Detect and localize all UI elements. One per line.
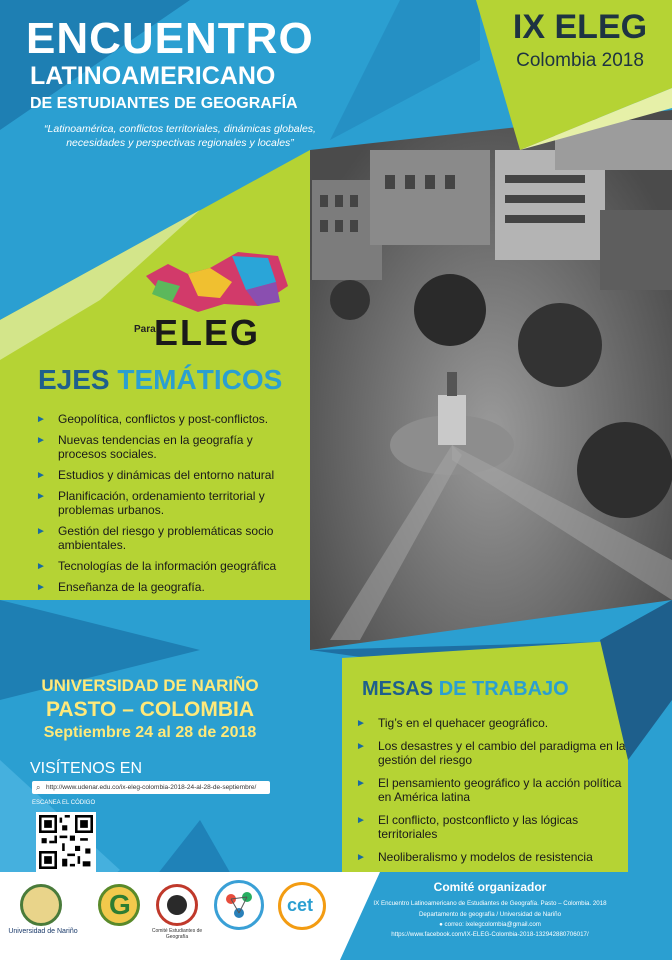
- network-icon: [217, 883, 261, 927]
- ejes-heading-2: TEMÁTICOS: [117, 364, 283, 395]
- arrow-icon: ►: [356, 718, 366, 729]
- cet-logo-icon: [278, 882, 326, 930]
- eleg-logo: [128, 246, 298, 353]
- globe-g-logo-icon: [98, 884, 140, 926]
- list-item-label: Gestión del riesgo y problemáticas socio ambientales.: [58, 524, 274, 552]
- list-item-label: Enseñanza de la geografía.: [58, 580, 205, 594]
- facebook-icon: ●: [439, 921, 445, 928]
- list-item: [34, 580, 294, 594]
- list-item-label: Neoliberalismo y modelos de resistencia: [378, 850, 593, 864]
- comite-heading: Comité organizador: [433, 880, 547, 894]
- arrow-icon: ►: [36, 470, 46, 481]
- comite-email-text: correo: ixelegcolombia@gmail.com: [444, 921, 541, 928]
- list-item-label: Nuevas tendencias en la geografía y procesos sociales.: [58, 433, 253, 461]
- list-item: [34, 559, 294, 573]
- arrow-icon: ►: [36, 491, 46, 502]
- arrow-icon: ►: [356, 778, 366, 789]
- list-item: [354, 739, 634, 767]
- arrow-icon: ►: [36, 435, 46, 446]
- mesas-heading-1: MESAS: [362, 678, 434, 700]
- title-line3: DE ESTUDIANTES DE GEOGRAFÍA: [30, 95, 298, 112]
- arrow-icon: ►: [356, 815, 366, 826]
- list-item: [354, 776, 634, 804]
- logo-letter-g: G: [109, 889, 131, 920]
- list-item: [34, 468, 294, 482]
- arrow-icon: ►: [36, 582, 46, 593]
- qr-code-icon: [39, 815, 93, 869]
- list-item-label: El conflicto, postconflicto y las lógicas territoriales: [378, 813, 579, 841]
- list-item: [354, 813, 634, 841]
- comite-line2: Departamento de geografía / Universidad de Nariño: [418, 911, 562, 918]
- venue-university: UNIVERSIDAD DE NARIÑO: [41, 676, 259, 695]
- scan-label: ESCANEA EL CÓDIGO: [32, 800, 96, 806]
- logo-main-text: ELEG: [154, 312, 261, 353]
- udenar-label: Universidad de Nariño: [8, 928, 78, 935]
- list-item: [354, 850, 634, 864]
- list-item: [34, 524, 294, 552]
- comite-email: [360, 921, 620, 928]
- comite-facebook-url: https://www.facebook.com/IX-ELEG-Colombia-2018-132942880706017/: [391, 931, 589, 938]
- title-line1: ENCUENTRO: [26, 14, 314, 63]
- venue-city: PASTO – COLOMBIA: [45, 698, 255, 721]
- arrow-icon: ►: [36, 526, 46, 537]
- venue-dates: Septiembre 24 al 28 de 2018: [43, 724, 257, 741]
- logo-small-text: Para: [134, 324, 156, 335]
- comite-estudiantes-logo-icon: [156, 884, 198, 926]
- mesas-heading-2: DE TRABAJO: [438, 678, 569, 700]
- ejes-heading: [38, 364, 282, 396]
- udenar-seal-icon: [20, 884, 62, 926]
- list-item: [34, 433, 294, 461]
- globe-icon: [167, 895, 187, 915]
- list-item-label: Planificación, ordenamiento territorial y problemas urbanos.: [58, 489, 265, 517]
- list-item-label: Geopolítica, conflictos y post-conflictos.: [58, 412, 269, 426]
- ejes-list: [34, 412, 294, 601]
- list-item-label: Estudios y dinámicas del entorno natural: [58, 468, 275, 482]
- list-item: [34, 489, 294, 517]
- visit-heading: VISÍTENOS EN: [30, 760, 143, 777]
- comite-estudiantes-label: Comité Estudiantes de Geografía: [151, 928, 203, 940]
- arrow-icon: ►: [36, 414, 46, 425]
- title-line2: LATINOAMERICANO: [30, 62, 276, 90]
- mesas-list: [354, 716, 634, 873]
- list-item: [354, 716, 634, 730]
- arrow-icon: ►: [356, 852, 366, 863]
- place-year: Colombia 2018: [516, 50, 644, 71]
- list-item-label: Los desastres y el cambio del paradigma en la gestión del riesgo: [378, 739, 626, 767]
- arrow-icon: ►: [356, 741, 366, 752]
- list-item-label: Tig’s en el quehacer geográfico.: [378, 716, 549, 730]
- ejes-heading-1: EJES: [38, 364, 110, 395]
- list-item-label: Tecnologías de la información geográfica: [58, 559, 277, 573]
- website-url: http://www.udenar.edu.co/ix-eleg-colombia-2018-24-al-28-de-septiembre/: [46, 784, 257, 791]
- mesas-heading: [362, 678, 569, 701]
- network-circle-logo-icon: [214, 880, 264, 930]
- title-subtitle: “Latinoamérica, conflictos territoriales, dinámicas globales, necesidades y perspectivas regionales y locales”: [44, 123, 316, 149]
- qr-code[interactable]: [36, 812, 96, 872]
- list-item-label: El pensamiento geográfico y la acción política en América latina: [378, 776, 622, 804]
- website-link[interactable]: [32, 781, 270, 794]
- search-icon: ⌕: [36, 783, 41, 792]
- list-item: [34, 412, 294, 426]
- arrow-icon: ►: [36, 561, 46, 572]
- comite-line1: IX Encuentro Latinoamericano de Estudiantes de Geografía. Pasto – Colombia. 2018: [373, 900, 607, 907]
- edition-badge: IX ELEG: [512, 8, 648, 46]
- cet-label: cet: [287, 895, 314, 915]
